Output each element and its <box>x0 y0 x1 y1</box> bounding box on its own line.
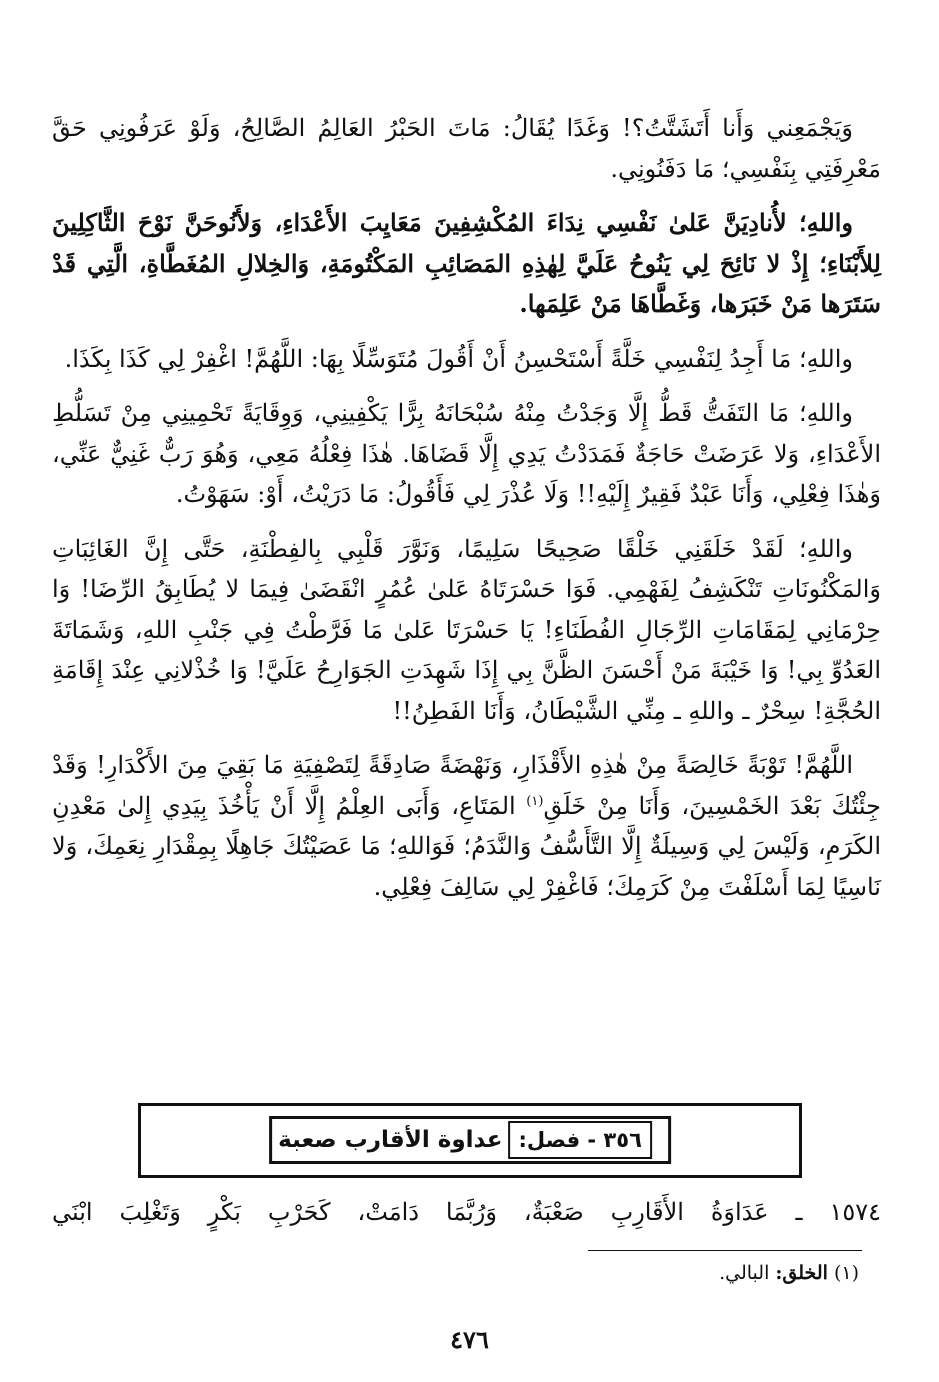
section-number: ٣٥٦ - فصل: <box>508 1121 651 1159</box>
paragraph-5: واللهِ؛ لَقَدْ خَلَقَنِي خَلْقًا صَحِيحًا سَلِيمًا، وَنَوَّرَ قَلْبِي بِالفِطْنَةِ، حَتَّى إِنَّ الغَائِبَاتِ وَالمَكْنُونَاتِ تَنْكَشِفُ لِفَهْمِي. فَوَا حَسْرَتَاهُ عَلىٰ عُمُرٍ انْقَضَىٰ فِيمَا لا يُطَابِقُ الرِّضَا! وَا حِرْمَانِي لِمَقَامَاتِ الرِّجَالِ الفُطَنَاءِ! يَا حَسْرَتَا عَلىٰ مَا فَرَّطْتُ فِي جَنْبِ اللهِ، وَشَمَاتَةَ العَدُوِّ بِي! وَا خَيْبَةَ مَنْ أَحْسَنَ الظَّنَّ بِي إِذَا شَهِدَتِ الجَوَارِحُ عَلَيَّ! وَا خُذْلانِي عِنْدَ إِقَامَةِ الحُجَّةِ! سِحْرٌ ـ واللهِ ـ مِنِّي الشَّيْطَانُ، وَأَنَا الفَطِنُ!! <box>52 534 881 725</box>
footnote-term: الخلق: <box>775 1262 828 1284</box>
footnote-reference[interactable]: (١) <box>526 793 544 809</box>
page-number: ٤٧٦ <box>450 1325 489 1354</box>
paragraph-3: واللهِ؛ مَا أَجِدُ لِنَفْسِي خَلَّةً أَسْتَحْسِنُ أَنْ أَقُولَ مُتَوَسِّلًا بِهَا: اللَّهُمَّ! اغْفِرْ لِي كَذَا بِكَذَا. <box>64 344 853 373</box>
footnote-divider <box>588 1250 862 1251</box>
section-heading-frame <box>138 1103 802 1178</box>
paragraph-1: وَيَجْمَعِني وَأَنا أَتَشَتَّتُ؟! وَغَدًا يُقَالُ: مَاتَ الحَبْرُ العَالِمُ الصَّالِحُ، وَلَوْ عَرَفُونِي حَقَّ مَعْرِفَتِي بِنَفْسِي؛ مَا دَفَنُونِي. <box>52 114 881 183</box>
section-title: عداوة الأقارب صعبة <box>278 1127 503 1153</box>
paragraph-2: واللهِ؛ لأُنادِيَنَّ عَلىٰ نَفْسِي نِدَاءَ المُكْشِفِينَ مَعَايِبَ الأَعْدَاءِ، وَلأَنُوحَنَّ نَوْحَ الثَّاكِلِينَ لِلأَبْنَاءِ؛ إِذْ لا نَائِحَ لِي يَنُوحُ عَلَيَّ لِهٰذِهِ المَصَائِبِ المَكْتُومَةِ، وَالخِلالِ المُغَطَّاةِ، الَّتِي قَدْ سَتَرَها مَنْ خَبَرَها، وَغَطَّاهَا مَنْ عَلِمَها. <box>52 208 881 318</box>
body-text <box>52 108 881 921</box>
paragraph-6 <box>52 745 881 907</box>
footnote <box>719 1262 859 1284</box>
paragraph-6-part-2: المَتَاعِ، وَأَبَى العِلْمُ إِلَّا أَنْ يَأْخُذَ بِيَدِي إِلىٰ مَعْدِنِ الكَرَمِ، وَلَيْسَ لِي وَسِيلَةٌ إِلَّا التَّأَسُّفُ وَالنَّدَمُ؛ فَوَاللهِ؛ مَا عَصَيْتُكَ جَاهِلًا بِمِقْدَارِ نِعَمِكَ، وَلا نَاسِيًا لِمَا أَسْلَفْتَ مِنْ كَرَمِكَ؛ فَاغْفِرْ لِي سَالِفَ فِعْلِي. <box>52 791 881 901</box>
paragraph-4: واللهِ؛ مَا التَفَتُّ قَطُّ إِلَّا وَجَدْتُ مِنْهُ سُبْحَانَهُ بِرًّا يَكْفِينِي، وَوِقَايَةً تَحْمِينِي مِنْ تَسَلُّطِ الأَعْدَاءِ، وَلا عَرَضَتْ حَاجَةٌ فَمَدَدْتُ يَدِي إِلَّا قَضَاهَا. هٰذَا فِعْلُهُ مَعِي، وَهُوَ رَبٌّ غَنِيٌّ عَنِّي، وَهٰذَا فِعْلِي، وَأَنَا عَبْدٌ فَقِيرٌ إِلَيْهِ!! وَلَا عُذْرَ لِي فَأَقُولُ: مَا دَرَيْتُ، أَوْ: سَهَوْتُ. <box>52 399 881 508</box>
section-heading <box>269 1116 671 1164</box>
next-section-text: ١٥٧٤ ـ عَدَاوَةُ الأَقَارِبِ صَعْبَةٌ، وَرُبَّمَا دَامَتْ، كَحَرْبِ بَكْرٍ وَتَغْلِبَ ابْنَي <box>52 1198 881 1226</box>
paragraph-6-part-1: اللَّهُمَّ! تَوْبَةً خَالِصَةً مِنْ هٰذِهِ الأَقْذَارِ، وَنَهْضَةً صَادِقَةً لِتَصْفِيَةِ مَا بَقِيَ مِنَ الأَكْدَارِ! وَقَدْ جِئْتُكَ بَعْدَ الخَمْسِينَ، وَأَنَا مِنْ خَلَقِ <box>52 751 882 820</box>
footnote-definition: البالي. <box>719 1262 770 1284</box>
footnote-marker: (١) <box>833 1262 859 1284</box>
